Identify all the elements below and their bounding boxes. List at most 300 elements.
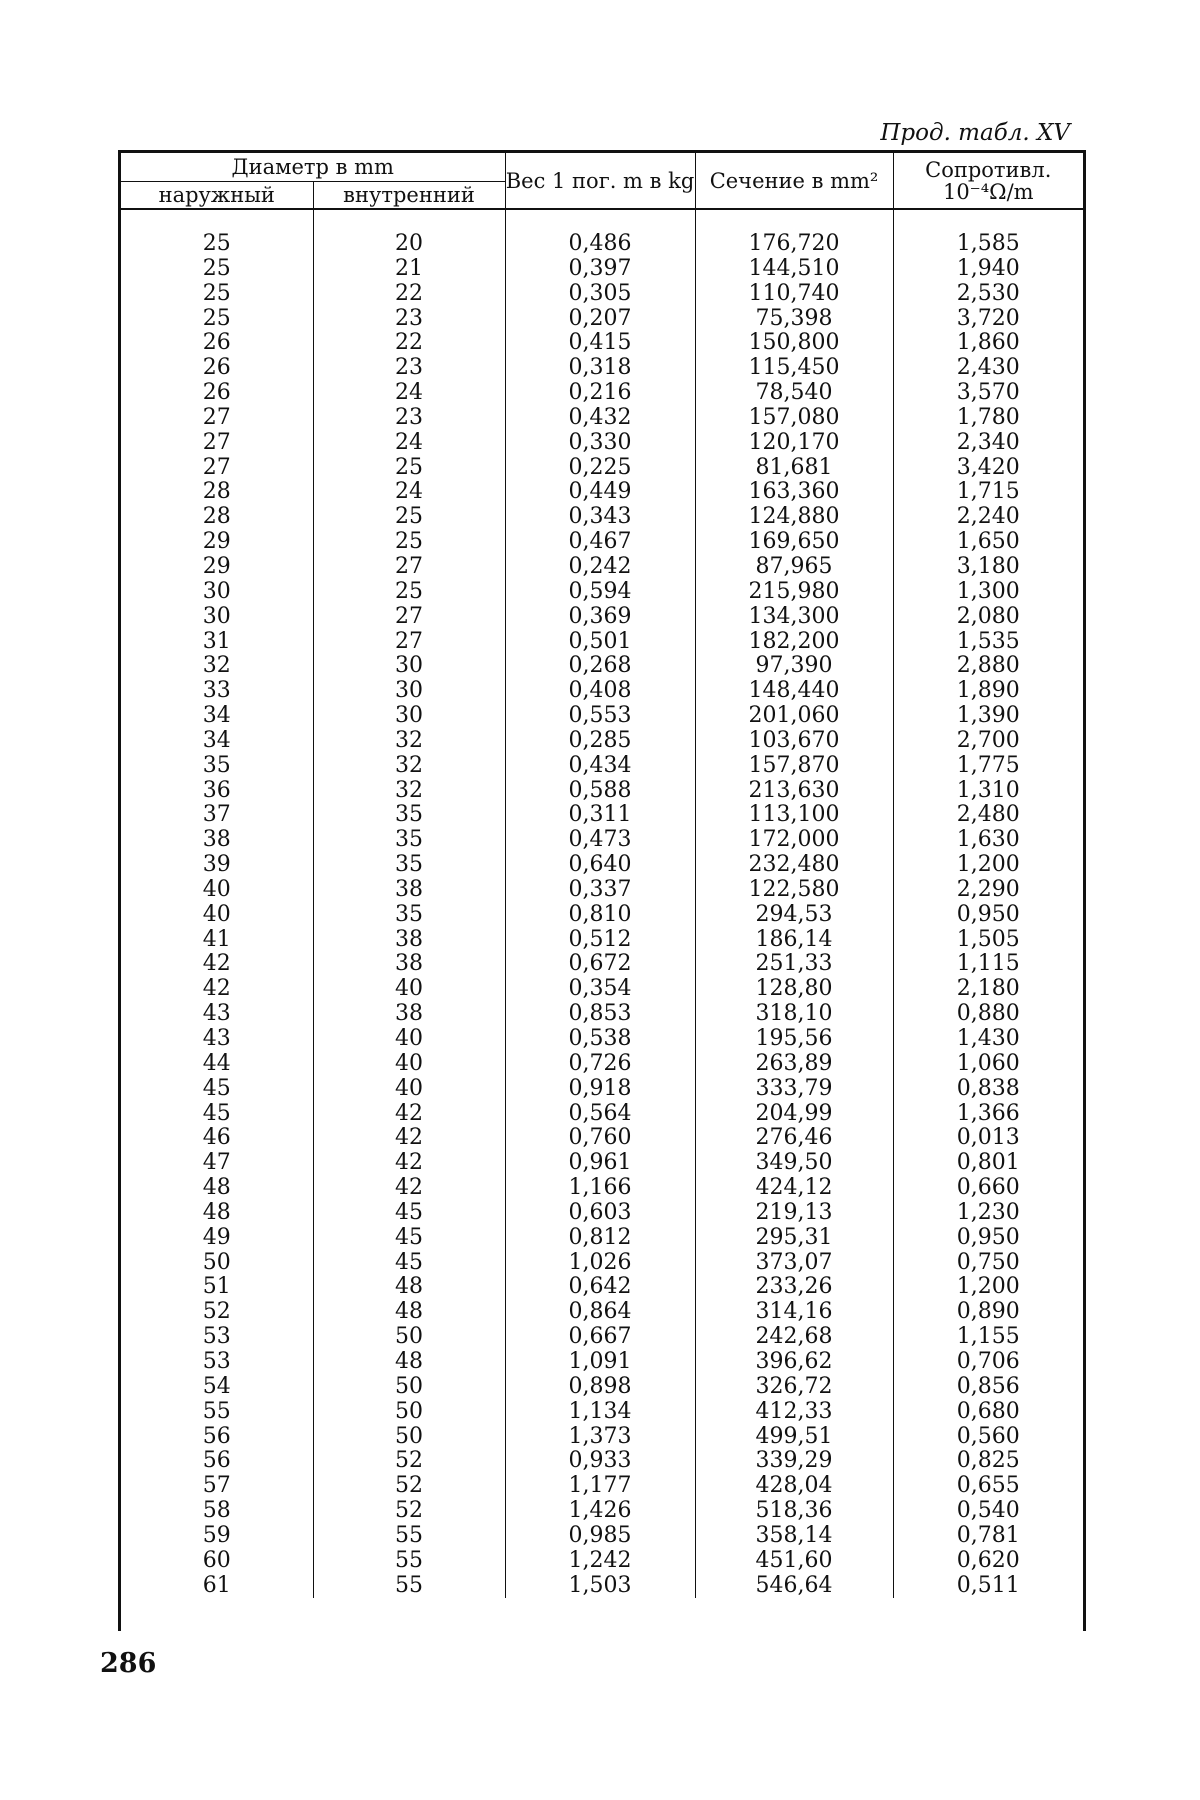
- section-cell: 186,14: [695, 928, 893, 953]
- inner-diameter-cell: 50: [313, 1325, 505, 1350]
- resistance-cell: 0,655: [893, 1474, 1083, 1499]
- section-cell: 113,100: [695, 803, 893, 828]
- table-row: [121, 1350, 1083, 1375]
- inner-diameter-cell: 30: [313, 704, 505, 729]
- table-row: [121, 1499, 1083, 1524]
- weight-cell: 0,985: [505, 1524, 695, 1549]
- section-cell: 97,390: [695, 654, 893, 679]
- inner-diameter-cell: 21: [313, 257, 505, 282]
- running-head: Прод. табл. XV: [880, 120, 1070, 146]
- outer-diameter-cell: 32: [202, 653, 231, 679]
- table-row: [121, 1300, 1083, 1325]
- outer-diameter-cell: 25: [202, 305, 231, 331]
- outer-diameter-cell: 28: [202, 504, 231, 530]
- resistance-cell: 0,880: [893, 1002, 1083, 1027]
- section-cell: 546,64: [695, 1574, 893, 1599]
- outer-diameter-cell: 40: [202, 876, 231, 902]
- table-row: [121, 1201, 1083, 1226]
- resistance-cell: 0,540: [893, 1499, 1083, 1524]
- section-cell: 339,29: [695, 1449, 893, 1474]
- resistance-cell: 1,650: [893, 530, 1083, 555]
- resistance-cell: 1,115: [893, 952, 1083, 977]
- inner-diameter-cell: 30: [313, 679, 505, 704]
- table-body: [121, 209, 1083, 1598]
- outer-diameter-cell: 50: [202, 1249, 231, 1275]
- inner-diameter-cell: 48: [313, 1275, 505, 1300]
- resistance-cell: 0,950: [893, 1226, 1083, 1251]
- table-row: [121, 1425, 1083, 1450]
- outer-diameter-cell: 27: [202, 404, 231, 430]
- section-cell: 157,870: [695, 754, 893, 779]
- wire-tube-table: [121, 153, 1083, 1598]
- outer-diameter-cell: 40: [202, 901, 231, 927]
- section-cell: 318,10: [695, 1002, 893, 1027]
- section-cell: 294,53: [695, 903, 893, 928]
- inner-diameter-cell: 32: [313, 729, 505, 754]
- section-cell: 204,99: [695, 1102, 893, 1127]
- section-cell: 396,62: [695, 1350, 893, 1375]
- table-row: [121, 1226, 1083, 1251]
- outer-diameter-cell: 27: [202, 429, 231, 455]
- section-cell: 295,31: [695, 1226, 893, 1251]
- weight-cell: 0,337: [505, 878, 695, 903]
- section-cell: 103,670: [695, 729, 893, 754]
- weight-cell: 0,397: [505, 257, 695, 282]
- weight-cell: 0,216: [505, 381, 695, 406]
- resistance-cell: 3,570: [893, 381, 1083, 406]
- table-row: [121, 605, 1083, 630]
- weight-cell: 1,373: [505, 1425, 695, 1450]
- resistance-cell: 1,630: [893, 828, 1083, 853]
- resistance-cell: 1,535: [893, 630, 1083, 655]
- resistance-cell: 2,080: [893, 605, 1083, 630]
- inner-diameter-cell: 27: [313, 605, 505, 630]
- inner-diameter-cell: 25: [313, 530, 505, 555]
- weight-cell: 0,810: [505, 903, 695, 928]
- outer-diameter-cell: 53: [202, 1348, 231, 1374]
- weight-cell: 0,853: [505, 1002, 695, 1027]
- weight-cell: 0,588: [505, 779, 695, 804]
- section-cell: 81,681: [695, 456, 893, 481]
- outer-diameter-header: наружный: [121, 182, 313, 210]
- weight-header: Вес 1 пог. m в kg: [505, 153, 695, 209]
- outer-diameter-cell: 43: [202, 1026, 231, 1051]
- weight-cell: 0,242: [505, 555, 695, 580]
- section-cell: 251,33: [695, 952, 893, 977]
- table-row: [121, 729, 1083, 754]
- table-row: [121, 779, 1083, 804]
- resistance-cell: 0,781: [893, 1524, 1083, 1549]
- outer-diameter-cell: 46: [202, 1125, 231, 1151]
- weight-cell: 0,564: [505, 1102, 695, 1127]
- resistance-cell: 1,860: [893, 331, 1083, 356]
- resistance-cell: 0,706: [893, 1350, 1083, 1375]
- inner-diameter-cell: 22: [313, 282, 505, 307]
- outer-diameter-cell: 38: [202, 827, 231, 853]
- inner-diameter-cell: 50: [313, 1375, 505, 1400]
- section-cell: 128,80: [695, 977, 893, 1002]
- section-cell: 215,980: [695, 580, 893, 605]
- section-cell: 163,360: [695, 480, 893, 505]
- inner-diameter-cell: 24: [313, 431, 505, 456]
- table-row: [121, 1251, 1083, 1276]
- inner-diameter-cell: 40: [313, 1052, 505, 1077]
- weight-cell: 0,318: [505, 356, 695, 381]
- outer-diameter-cell: 44: [202, 1050, 231, 1076]
- section-cell: 87,965: [695, 555, 893, 580]
- resistance-cell: 1,155: [893, 1325, 1083, 1350]
- section-cell: 373,07: [695, 1251, 893, 1276]
- outer-diameter-cell: 39: [202, 852, 231, 878]
- resistance-cell: 2,480: [893, 803, 1083, 828]
- weight-cell: 0,512: [505, 928, 695, 953]
- outer-diameter-cell: 26: [202, 355, 231, 381]
- weight-cell: 0,553: [505, 704, 695, 729]
- resistance-cell: 0,750: [893, 1251, 1083, 1276]
- resistance-cell: 1,775: [893, 754, 1083, 779]
- weight-cell: 0,642: [505, 1275, 695, 1300]
- section-cell: 148,440: [695, 679, 893, 704]
- section-cell: 115,450: [695, 356, 893, 381]
- weight-cell: 0,473: [505, 828, 695, 853]
- weight-cell: 1,242: [505, 1549, 695, 1574]
- resistance-cell: 0,560: [893, 1425, 1083, 1450]
- section-cell: 195,56: [695, 1027, 893, 1052]
- inner-diameter-cell: 25: [313, 580, 505, 605]
- outer-diameter-cell: 36: [202, 777, 231, 803]
- table-row: [121, 1524, 1083, 1549]
- weight-cell: 0,864: [505, 1300, 695, 1325]
- table-row: [121, 1549, 1083, 1574]
- outer-diameter-cell: 42: [202, 976, 231, 1002]
- outer-diameter-cell: 57: [202, 1473, 231, 1499]
- section-cell: 451,60: [695, 1549, 893, 1574]
- inner-diameter-cell: 35: [313, 853, 505, 878]
- inner-diameter-cell: 40: [313, 1077, 505, 1102]
- section-cell: 110,740: [695, 282, 893, 307]
- table-row: [121, 754, 1083, 779]
- resistance-cell: 0,950: [893, 903, 1083, 928]
- weight-cell: 0,408: [505, 679, 695, 704]
- inner-diameter-cell: 55: [313, 1549, 505, 1574]
- outer-diameter-cell: 29: [202, 553, 231, 579]
- resistance-cell: 1,940: [893, 257, 1083, 282]
- resistance-cell: 1,585: [893, 232, 1083, 257]
- weight-cell: 0,603: [505, 1201, 695, 1226]
- outer-diameter-cell: 49: [202, 1224, 231, 1250]
- inner-diameter-cell: 38: [313, 928, 505, 953]
- table-row: [121, 1275, 1083, 1300]
- weight-cell: 0,501: [505, 630, 695, 655]
- weight-cell: 0,933: [505, 1449, 695, 1474]
- section-cell: 518,36: [695, 1499, 893, 1524]
- weight-cell: 0,449: [505, 480, 695, 505]
- inner-diameter-cell: 40: [313, 977, 505, 1002]
- table-row: [121, 282, 1083, 307]
- table-row: [121, 1102, 1083, 1127]
- weight-cell: 0,538: [505, 1027, 695, 1052]
- outer-diameter-cell: 30: [202, 578, 231, 604]
- table-row: [121, 1176, 1083, 1201]
- section-cell: 172,000: [695, 828, 893, 853]
- section-cell: 428,04: [695, 1474, 893, 1499]
- inner-diameter-cell: 38: [313, 952, 505, 977]
- table-row: [121, 232, 1083, 257]
- data-table-frame: [118, 150, 1086, 1631]
- weight-cell: 0,961: [505, 1151, 695, 1176]
- section-cell: 219,13: [695, 1201, 893, 1226]
- section-cell: 233,26: [695, 1275, 893, 1300]
- outer-diameter-cell: 25: [202, 280, 231, 306]
- resistance-cell: 1,200: [893, 1275, 1083, 1300]
- weight-cell: 0,432: [505, 406, 695, 431]
- table-row: [121, 555, 1083, 580]
- outer-diameter-cell: 37: [202, 802, 231, 828]
- inner-diameter-cell: 24: [313, 381, 505, 406]
- weight-cell: 0,918: [505, 1077, 695, 1102]
- outer-diameter-cell: 47: [202, 1150, 231, 1176]
- outer-diameter-cell: 56: [202, 1448, 231, 1474]
- resistance-cell: 1,310: [893, 779, 1083, 804]
- table-row: [121, 381, 1083, 406]
- weight-cell: 0,812: [505, 1226, 695, 1251]
- diameter-group-header: Диаметр в mm: [121, 153, 505, 182]
- resistance-cell: 1,890: [893, 679, 1083, 704]
- table-row: [121, 406, 1083, 431]
- inner-diameter-cell: 42: [313, 1151, 505, 1176]
- weight-cell: 1,177: [505, 1474, 695, 1499]
- weight-cell: 0,898: [505, 1375, 695, 1400]
- section-cell: 232,480: [695, 853, 893, 878]
- weight-cell: 0,667: [505, 1325, 695, 1350]
- outer-diameter-cell: 25: [202, 231, 231, 256]
- table-row: [121, 903, 1083, 928]
- section-cell: 263,89: [695, 1052, 893, 1077]
- inner-diameter-cell: 50: [313, 1425, 505, 1450]
- outer-diameter-cell: 29: [202, 529, 231, 555]
- resistance-cell: 2,180: [893, 977, 1083, 1002]
- inner-diameter-cell: 48: [313, 1300, 505, 1325]
- resistance-cell: 1,300: [893, 580, 1083, 605]
- weight-cell: 0,640: [505, 853, 695, 878]
- resistance-cell: 2,700: [893, 729, 1083, 754]
- inner-diameter-cell: 55: [313, 1524, 505, 1549]
- page-number: 286: [100, 1648, 157, 1679]
- inner-diameter-cell: 23: [313, 307, 505, 332]
- outer-diameter-cell: 59: [202, 1522, 231, 1548]
- outer-diameter-cell: 53: [202, 1324, 231, 1350]
- table-row: [121, 1449, 1083, 1474]
- section-cell: 78,540: [695, 381, 893, 406]
- outer-diameter-cell: 45: [202, 1100, 231, 1126]
- table-row: [121, 331, 1083, 356]
- section-cell: 276,46: [695, 1126, 893, 1151]
- resistance-cell: 0,801: [893, 1151, 1083, 1176]
- resistance-cell: 2,880: [893, 654, 1083, 679]
- weight-cell: 0,369: [505, 605, 695, 630]
- table-row: [121, 704, 1083, 729]
- table-row: [121, 679, 1083, 704]
- weight-cell: 1,134: [505, 1400, 695, 1425]
- table-row: [121, 480, 1083, 505]
- inner-diameter-cell: 42: [313, 1126, 505, 1151]
- inner-diameter-cell: 38: [313, 878, 505, 903]
- resistance-cell: 2,430: [893, 356, 1083, 381]
- outer-diameter-cell: 41: [202, 926, 231, 952]
- outer-diameter-cell: 45: [202, 1075, 231, 1101]
- resistance-header: Сопротивл. 10⁻⁴Ω/m: [893, 153, 1083, 209]
- weight-cell: 0,726: [505, 1052, 695, 1077]
- section-cell: 176,720: [695, 232, 893, 257]
- resistance-cell: 1,230: [893, 1201, 1083, 1226]
- table-row: [121, 1052, 1083, 1077]
- weight-cell: 0,594: [505, 580, 695, 605]
- weight-cell: 0,415: [505, 331, 695, 356]
- weight-cell: 0,268: [505, 654, 695, 679]
- inner-diameter-cell: 35: [313, 803, 505, 828]
- section-cell: 242,68: [695, 1325, 893, 1350]
- weight-cell: 0,225: [505, 456, 695, 481]
- inner-diameter-cell: 42: [313, 1176, 505, 1201]
- table-row: [121, 1375, 1083, 1400]
- inner-diameter-cell: 42: [313, 1102, 505, 1127]
- table-row: [121, 654, 1083, 679]
- section-cell: 412,33: [695, 1400, 893, 1425]
- inner-diameter-cell: 22: [313, 331, 505, 356]
- outer-diameter-cell: 26: [202, 380, 231, 406]
- section-cell: 157,080: [695, 406, 893, 431]
- section-cell: 134,300: [695, 605, 893, 630]
- inner-diameter-cell: 48: [313, 1350, 505, 1375]
- inner-diameter-cell: 30: [313, 654, 505, 679]
- resistance-cell: 0,660: [893, 1176, 1083, 1201]
- inner-diameter-cell: 25: [313, 505, 505, 530]
- section-header: Сечение в mm²: [695, 153, 893, 209]
- table-row: [121, 580, 1083, 605]
- table-row: [121, 1126, 1083, 1151]
- resistance-cell: 2,340: [893, 431, 1083, 456]
- resistance-cell: 0,511: [893, 1574, 1083, 1599]
- inner-diameter-cell: 23: [313, 406, 505, 431]
- resistance-cell: 3,720: [893, 307, 1083, 332]
- resistance-cell: 2,530: [893, 282, 1083, 307]
- section-cell: 358,14: [695, 1524, 893, 1549]
- resistance-cell: 0,825: [893, 1449, 1083, 1474]
- outer-diameter-cell: 58: [202, 1498, 231, 1524]
- outer-diameter-cell: 52: [202, 1299, 231, 1325]
- weight-cell: 0,486: [505, 232, 695, 257]
- table-row: [121, 1574, 1083, 1599]
- outer-diameter-cell: 31: [202, 628, 231, 654]
- weight-cell: 1,166: [505, 1176, 695, 1201]
- table-row: [121, 307, 1083, 332]
- section-cell: 201,060: [695, 704, 893, 729]
- inner-diameter-cell: 55: [313, 1574, 505, 1599]
- inner-diameter-cell: 40: [313, 1027, 505, 1052]
- resistance-cell: 1,060: [893, 1052, 1083, 1077]
- weight-cell: 1,026: [505, 1251, 695, 1276]
- section-cell: 326,72: [695, 1375, 893, 1400]
- table-row: [121, 257, 1083, 282]
- outer-diameter-cell: 26: [202, 330, 231, 356]
- weight-cell: 0,311: [505, 803, 695, 828]
- outer-diameter-cell: 34: [202, 727, 231, 753]
- section-cell: 144,510: [695, 257, 893, 282]
- resistance-cell: 0,890: [893, 1300, 1083, 1325]
- weight-cell: 0,305: [505, 282, 695, 307]
- outer-diameter-cell: 34: [202, 703, 231, 729]
- outer-diameter-cell: 51: [202, 1274, 231, 1300]
- inner-diameter-cell: 45: [313, 1251, 505, 1276]
- weight-cell: 1,503: [505, 1574, 695, 1599]
- resistance-cell: 0,620: [893, 1549, 1083, 1574]
- table-row: [121, 1325, 1083, 1350]
- inner-diameter-cell: 23: [313, 356, 505, 381]
- outer-diameter-cell: 48: [202, 1199, 231, 1225]
- inner-diameter-cell: 52: [313, 1449, 505, 1474]
- weight-cell: 0,434: [505, 754, 695, 779]
- inner-diameter-cell: 32: [313, 754, 505, 779]
- section-cell: 182,200: [695, 630, 893, 655]
- inner-diameter-cell: 35: [313, 903, 505, 928]
- section-cell: 499,51: [695, 1425, 893, 1450]
- resistance-cell: 2,240: [893, 505, 1083, 530]
- inner-diameter-cell: 52: [313, 1499, 505, 1524]
- table-row: [121, 505, 1083, 530]
- table-row: [121, 803, 1083, 828]
- resistance-cell: 2,290: [893, 878, 1083, 903]
- weight-cell: 0,285: [505, 729, 695, 754]
- table-row: [121, 1077, 1083, 1102]
- resistance-cell: 1,430: [893, 1027, 1083, 1052]
- section-cell: 169,650: [695, 530, 893, 555]
- section-cell: 213,630: [695, 779, 893, 804]
- resistance-cell: 0,680: [893, 1400, 1083, 1425]
- outer-diameter-cell: 48: [202, 1175, 231, 1201]
- inner-diameter-cell: 45: [313, 1226, 505, 1251]
- inner-diameter-cell: 24: [313, 480, 505, 505]
- outer-diameter-cell: 54: [202, 1373, 231, 1399]
- outer-diameter-cell: 25: [202, 255, 231, 281]
- table-row: [121, 853, 1083, 878]
- section-cell: 150,800: [695, 331, 893, 356]
- table-row: [121, 1027, 1083, 1052]
- outer-diameter-cell: 27: [202, 454, 231, 480]
- weight-cell: 1,091: [505, 1350, 695, 1375]
- inner-diameter-cell: 45: [313, 1201, 505, 1226]
- section-cell: 75,398: [695, 307, 893, 332]
- inner-diameter-cell: 20: [313, 232, 505, 257]
- table-row: [121, 530, 1083, 555]
- weight-cell: 0,330: [505, 431, 695, 456]
- outer-diameter-cell: 55: [202, 1398, 231, 1424]
- weight-cell: 0,467: [505, 530, 695, 555]
- table-row: [121, 828, 1083, 853]
- outer-diameter-cell: 61: [202, 1572, 231, 1598]
- inner-diameter-cell: 25: [313, 456, 505, 481]
- table-row: [121, 1474, 1083, 1499]
- resistance-cell: 3,180: [893, 555, 1083, 580]
- inner-diameter-cell: 35: [313, 828, 505, 853]
- inner-diameter-header: внутренний: [313, 182, 505, 210]
- inner-diameter-cell: 32: [313, 779, 505, 804]
- outer-diameter-cell: 35: [202, 752, 231, 778]
- weight-cell: 0,207: [505, 307, 695, 332]
- table-row: [121, 977, 1083, 1002]
- table-row: [121, 356, 1083, 381]
- outer-diameter-cell: 60: [202, 1547, 231, 1573]
- section-cell: 314,16: [695, 1300, 893, 1325]
